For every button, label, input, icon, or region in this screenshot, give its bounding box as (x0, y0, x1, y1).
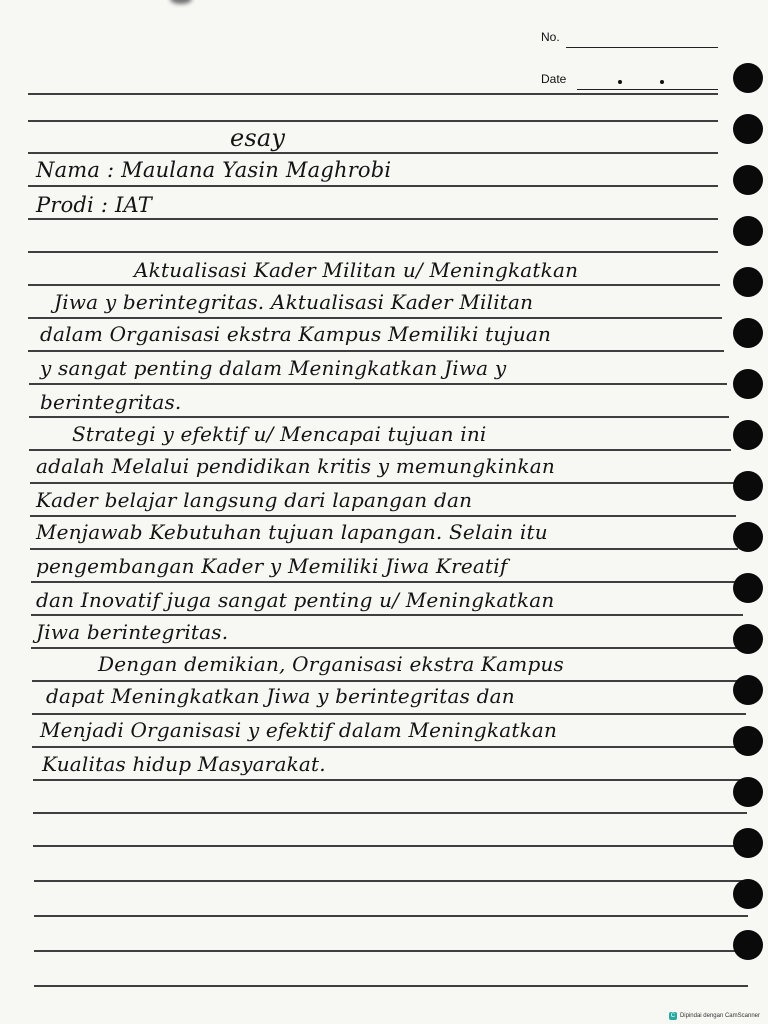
ruled-line (33, 845, 747, 847)
ruled-line (30, 482, 734, 484)
essay-line: Jiwa berintegritas. (36, 620, 229, 644)
date-line (577, 89, 718, 90)
binder-hole (733, 114, 763, 144)
binder-hole (733, 675, 763, 705)
camscanner-icon: C (670, 1013, 676, 1019)
ruled-line (32, 713, 746, 715)
scanner-watermark (669, 1012, 760, 1020)
binder-hole (733, 471, 763, 501)
ink-smudge (170, 0, 192, 4)
ruled-line (28, 284, 720, 286)
no-label: No. (541, 30, 560, 44)
essay-line: adalah Melalui pendidikan kritis y memungkinkan (36, 454, 555, 478)
binder-hole (733, 930, 763, 960)
scanner-watermark-text: Dipindai dengan CamScanner (679, 1013, 760, 1019)
essay-title: esay (230, 124, 286, 152)
binder-hole (733, 828, 763, 858)
ruled-line (29, 416, 729, 418)
binder-hole (733, 216, 763, 246)
ruled-line (34, 915, 748, 917)
ruled-line (28, 152, 718, 154)
essay-line: Menjawab Kebutuhan tujuan lapangan. Selain itu (36, 520, 548, 544)
essay-line: berintegritas. (40, 390, 182, 414)
essay-line: Kader belajar langsung dari lapangan dan (36, 488, 473, 512)
essay-line: Menjadi Organisasi y efektif dalam Meningkatkan (40, 718, 558, 742)
ruled-line (33, 812, 747, 814)
ruled-line (28, 251, 718, 253)
essay-line: Strategi y efektif u/ Mencapai tujuan ini (72, 422, 487, 446)
ruled-line (31, 614, 743, 616)
binder-hole (733, 777, 763, 807)
binder-hole (733, 879, 763, 909)
ruled-line (34, 985, 748, 987)
ruled-line (33, 779, 747, 781)
date-label: Date (541, 72, 567, 86)
date-separator-dot (660, 80, 664, 84)
ruled-line (28, 93, 718, 95)
ruled-line (28, 317, 722, 319)
ruled-line (29, 449, 731, 451)
essay-line: dapat Meningkatkan Jiwa y berintegritas dan (46, 684, 515, 708)
ruled-line (32, 746, 746, 748)
essay-line: y sangat penting dalam Meningkatkan Jiwa y (40, 356, 507, 380)
essay-line: Jiwa y berintegritas. Aktualisasi Kader Militan (54, 290, 534, 314)
ruled-line (30, 515, 736, 517)
binder-hole (733, 369, 763, 399)
ruled-line (28, 350, 724, 352)
essay-line: dan Inovatif juga sangat penting u/ Meningkatkan (36, 588, 555, 612)
binder-hole (733, 573, 763, 603)
ruled-line (34, 880, 748, 882)
ruled-line (30, 548, 738, 550)
binder-hole (733, 624, 763, 654)
binder-hole (733, 726, 763, 756)
ruled-line (29, 383, 727, 385)
binder-hole (733, 165, 763, 195)
ruled-line (31, 581, 741, 583)
essay-line: Kualitas hidup Masyarakat. (42, 752, 326, 776)
essay-line: dalam Organisasi ekstra Kampus Memiliki tujuan (40, 322, 552, 346)
binder-hole (733, 522, 763, 552)
essay-line: Aktualisasi Kader Militan u/ Meningkatkan (134, 258, 579, 282)
prodi-line: Prodi : IAT (36, 193, 152, 217)
ruled-line (28, 218, 718, 220)
binder-hole (733, 267, 763, 297)
name-line: Nama : Maulana Yasin Maghrobi (36, 158, 392, 182)
binder-hole (733, 318, 763, 348)
essay-line: Dengan demikian, Organisasi ekstra Kampus (98, 652, 564, 676)
ruled-line (34, 950, 748, 952)
ruled-line (32, 680, 746, 682)
date-separator-dot (618, 80, 622, 84)
binder-hole (733, 63, 763, 93)
no-line (566, 47, 718, 48)
ruled-line (28, 185, 718, 187)
ruled-line (31, 647, 745, 649)
binder-hole (733, 420, 763, 450)
ruled-line (28, 120, 718, 122)
essay-line: pengembangan Kader y Memiliki Jiwa Kreatif (36, 554, 508, 578)
